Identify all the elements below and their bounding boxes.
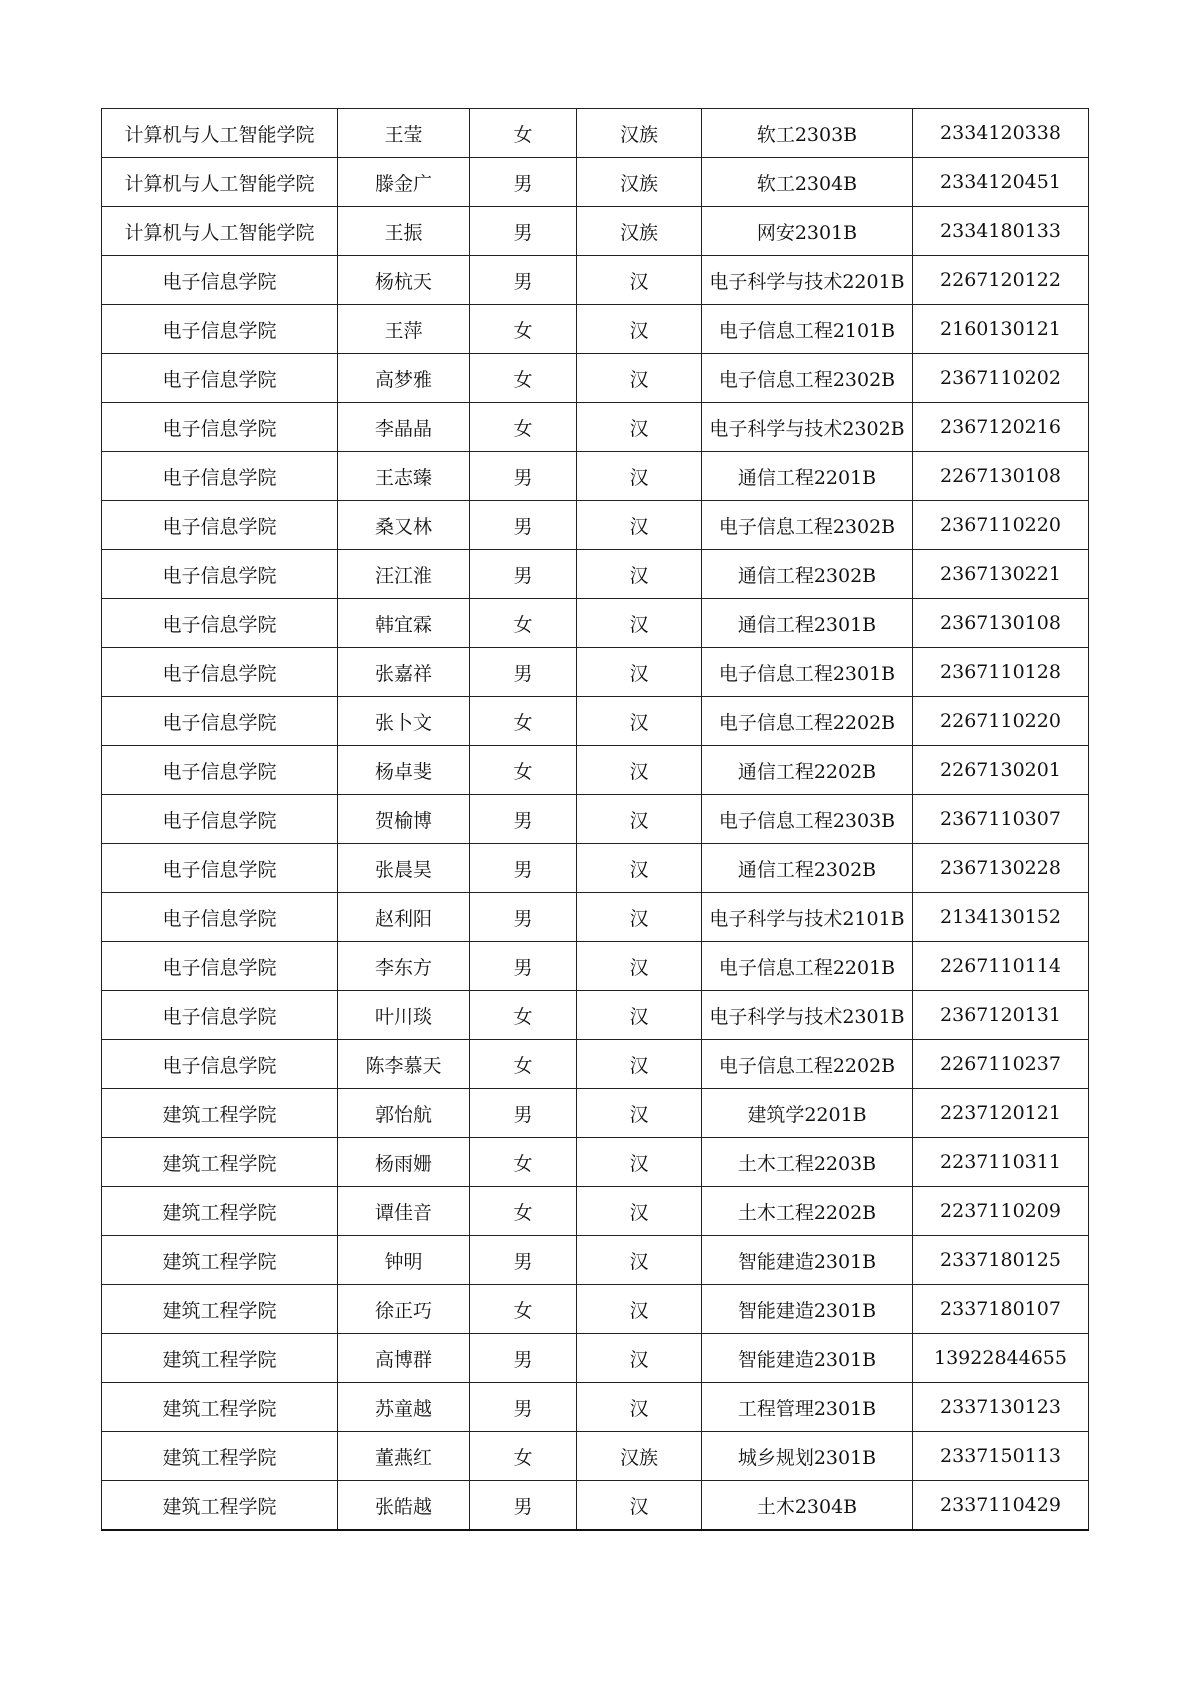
name-cell: 徐正巧 bbox=[338, 1285, 470, 1334]
ethnicity-cell: 汉 bbox=[577, 1187, 702, 1236]
table-row bbox=[102, 1187, 1089, 1236]
student-id-cell: 2334120338 bbox=[913, 109, 1089, 158]
gender-cell: 男 bbox=[470, 256, 577, 305]
college-cell: 电子信息学院 bbox=[102, 501, 338, 550]
college-cell: 电子信息学院 bbox=[102, 354, 338, 403]
student-id-cell: 2160130121 bbox=[913, 305, 1089, 354]
class-cell: 电子信息工程2302B bbox=[702, 501, 913, 550]
student-id-cell: 13922844655 bbox=[913, 1334, 1089, 1383]
ethnicity-cell: 汉 bbox=[577, 1383, 702, 1432]
student-id-cell: 2367130221 bbox=[913, 550, 1089, 599]
student-id-cell: 2134130152 bbox=[913, 893, 1089, 942]
table-row bbox=[102, 1236, 1089, 1285]
ethnicity-cell: 汉 bbox=[577, 452, 702, 501]
college-cell: 计算机与人工智能学院 bbox=[102, 109, 338, 158]
college-cell: 电子信息学院 bbox=[102, 305, 338, 354]
name-cell: 韩宜霖 bbox=[338, 599, 470, 648]
class-cell: 电子信息工程2301B bbox=[702, 648, 913, 697]
ethnicity-cell: 汉 bbox=[577, 697, 702, 746]
class-cell: 智能建造2301B bbox=[702, 1334, 913, 1383]
class-cell: 通信工程2301B bbox=[702, 599, 913, 648]
student-id-cell: 2267110237 bbox=[913, 1040, 1089, 1089]
gender-cell: 男 bbox=[470, 1481, 577, 1531]
ethnicity-cell: 汉 bbox=[577, 256, 702, 305]
name-cell: 贺榆博 bbox=[338, 795, 470, 844]
name-cell: 张卜文 bbox=[338, 697, 470, 746]
class-cell: 智能建造2301B bbox=[702, 1285, 913, 1334]
class-cell: 电子信息工程2202B bbox=[702, 1040, 913, 1089]
student-id-cell: 2367110202 bbox=[913, 354, 1089, 403]
college-cell: 建筑工程学院 bbox=[102, 1138, 338, 1187]
student-id-cell: 2367130228 bbox=[913, 844, 1089, 893]
class-cell: 土木工程2203B bbox=[702, 1138, 913, 1187]
name-cell: 钟明 bbox=[338, 1236, 470, 1285]
student-id-cell: 2367110307 bbox=[913, 795, 1089, 844]
gender-cell: 女 bbox=[470, 1138, 577, 1187]
ethnicity-cell: 汉族 bbox=[577, 207, 702, 256]
table-row bbox=[102, 942, 1089, 991]
student-id-cell: 2237120121 bbox=[913, 1089, 1089, 1138]
name-cell: 桑又林 bbox=[338, 501, 470, 550]
class-cell: 电子科学与技术2302B bbox=[702, 403, 913, 452]
college-cell: 建筑工程学院 bbox=[102, 1089, 338, 1138]
ethnicity-cell: 汉 bbox=[577, 599, 702, 648]
college-cell: 电子信息学院 bbox=[102, 550, 338, 599]
college-cell: 建筑工程学院 bbox=[102, 1383, 338, 1432]
gender-cell: 女 bbox=[470, 354, 577, 403]
name-cell: 杨杭天 bbox=[338, 256, 470, 305]
college-cell: 电子信息学院 bbox=[102, 844, 338, 893]
ethnicity-cell: 汉 bbox=[577, 1138, 702, 1187]
name-cell: 苏童越 bbox=[338, 1383, 470, 1432]
college-cell: 建筑工程学院 bbox=[102, 1432, 338, 1481]
class-cell: 软工2303B bbox=[702, 109, 913, 158]
student-id-cell: 2367120131 bbox=[913, 991, 1089, 1040]
gender-cell: 女 bbox=[470, 697, 577, 746]
ethnicity-cell: 汉 bbox=[577, 1481, 702, 1531]
college-cell: 电子信息学院 bbox=[102, 893, 338, 942]
class-cell: 通信工程2201B bbox=[702, 452, 913, 501]
gender-cell: 男 bbox=[470, 550, 577, 599]
class-cell: 智能建造2301B bbox=[702, 1236, 913, 1285]
table-row bbox=[102, 893, 1089, 942]
gender-cell: 女 bbox=[470, 991, 577, 1040]
table-row bbox=[102, 599, 1089, 648]
class-cell: 土木工程2202B bbox=[702, 1187, 913, 1236]
class-cell: 电子科学与技术2201B bbox=[702, 256, 913, 305]
college-cell: 建筑工程学院 bbox=[102, 1334, 338, 1383]
table-row bbox=[102, 1089, 1089, 1138]
gender-cell: 男 bbox=[470, 158, 577, 207]
class-cell: 电子科学与技术2301B bbox=[702, 991, 913, 1040]
gender-cell: 男 bbox=[470, 1089, 577, 1138]
college-cell: 建筑工程学院 bbox=[102, 1236, 338, 1285]
gender-cell: 女 bbox=[470, 403, 577, 452]
student-id-cell: 2267120122 bbox=[913, 256, 1089, 305]
gender-cell: 女 bbox=[470, 305, 577, 354]
ethnicity-cell: 汉 bbox=[577, 844, 702, 893]
table-row bbox=[102, 697, 1089, 746]
college-cell: 电子信息学院 bbox=[102, 942, 338, 991]
class-cell: 软工2304B bbox=[702, 158, 913, 207]
student-id-cell: 2267130201 bbox=[913, 746, 1089, 795]
college-cell: 电子信息学院 bbox=[102, 1040, 338, 1089]
gender-cell: 男 bbox=[470, 795, 577, 844]
class-cell: 通信工程2302B bbox=[702, 844, 913, 893]
ethnicity-cell: 汉 bbox=[577, 1285, 702, 1334]
student-roster-table bbox=[101, 108, 1089, 1531]
college-cell: 建筑工程学院 bbox=[102, 1285, 338, 1334]
ethnicity-cell: 汉族 bbox=[577, 109, 702, 158]
name-cell: 陈李慕天 bbox=[338, 1040, 470, 1089]
college-cell: 电子信息学院 bbox=[102, 648, 338, 697]
table-row bbox=[102, 1383, 1089, 1432]
student-id-cell: 2237110209 bbox=[913, 1187, 1089, 1236]
student-id-cell: 2337180125 bbox=[913, 1236, 1089, 1285]
ethnicity-cell: 汉 bbox=[577, 305, 702, 354]
gender-cell: 男 bbox=[470, 207, 577, 256]
name-cell: 高梦雅 bbox=[338, 354, 470, 403]
name-cell: 王萍 bbox=[338, 305, 470, 354]
class-cell: 网安2301B bbox=[702, 207, 913, 256]
gender-cell: 男 bbox=[470, 1236, 577, 1285]
gender-cell: 男 bbox=[470, 844, 577, 893]
class-cell: 城乡规划2301B bbox=[702, 1432, 913, 1481]
ethnicity-cell: 汉 bbox=[577, 1040, 702, 1089]
name-cell: 张嘉祥 bbox=[338, 648, 470, 697]
table-row bbox=[102, 1285, 1089, 1334]
student-id-cell: 2337110429 bbox=[913, 1481, 1089, 1531]
class-cell: 电子信息工程2101B bbox=[702, 305, 913, 354]
name-cell: 李晶晶 bbox=[338, 403, 470, 452]
college-cell: 电子信息学院 bbox=[102, 403, 338, 452]
class-cell: 土木2304B bbox=[702, 1481, 913, 1531]
ethnicity-cell: 汉 bbox=[577, 1334, 702, 1383]
table-row bbox=[102, 550, 1089, 599]
college-cell: 电子信息学院 bbox=[102, 256, 338, 305]
student-id-cell: 2367110220 bbox=[913, 501, 1089, 550]
college-cell: 电子信息学院 bbox=[102, 795, 338, 844]
name-cell: 王振 bbox=[338, 207, 470, 256]
name-cell: 汪江淮 bbox=[338, 550, 470, 599]
gender-cell: 男 bbox=[470, 648, 577, 697]
gender-cell: 女 bbox=[470, 1040, 577, 1089]
college-cell: 建筑工程学院 bbox=[102, 1481, 338, 1531]
table-row bbox=[102, 1138, 1089, 1187]
ethnicity-cell: 汉 bbox=[577, 354, 702, 403]
ethnicity-cell: 汉 bbox=[577, 893, 702, 942]
table-row bbox=[102, 109, 1089, 158]
table-row bbox=[102, 795, 1089, 844]
student-id-cell: 2367130108 bbox=[913, 599, 1089, 648]
class-cell: 通信工程2302B bbox=[702, 550, 913, 599]
college-cell: 电子信息学院 bbox=[102, 599, 338, 648]
student-id-cell: 2334180133 bbox=[913, 207, 1089, 256]
name-cell: 王莹 bbox=[338, 109, 470, 158]
gender-cell: 女 bbox=[470, 1285, 577, 1334]
ethnicity-cell: 汉族 bbox=[577, 158, 702, 207]
ethnicity-cell: 汉 bbox=[577, 550, 702, 599]
gender-cell: 男 bbox=[470, 893, 577, 942]
table-row bbox=[102, 1334, 1089, 1383]
gender-cell: 女 bbox=[470, 109, 577, 158]
student-id-cell: 2367110128 bbox=[913, 648, 1089, 697]
table-row bbox=[102, 452, 1089, 501]
student-id-cell: 2267110114 bbox=[913, 942, 1089, 991]
name-cell: 叶川琰 bbox=[338, 991, 470, 1040]
student-id-cell: 2337180107 bbox=[913, 1285, 1089, 1334]
gender-cell: 女 bbox=[470, 746, 577, 795]
college-cell: 计算机与人工智能学院 bbox=[102, 158, 338, 207]
ethnicity-cell: 汉 bbox=[577, 403, 702, 452]
class-cell: 电子信息工程2302B bbox=[702, 354, 913, 403]
ethnicity-cell: 汉 bbox=[577, 746, 702, 795]
name-cell: 李东方 bbox=[338, 942, 470, 991]
name-cell: 董燕红 bbox=[338, 1432, 470, 1481]
name-cell: 王志臻 bbox=[338, 452, 470, 501]
table-row bbox=[102, 158, 1089, 207]
gender-cell: 男 bbox=[470, 1383, 577, 1432]
college-cell: 计算机与人工智能学院 bbox=[102, 207, 338, 256]
college-cell: 建筑工程学院 bbox=[102, 1187, 338, 1236]
name-cell: 杨雨姗 bbox=[338, 1138, 470, 1187]
table-row bbox=[102, 305, 1089, 354]
class-cell: 通信工程2202B bbox=[702, 746, 913, 795]
class-cell: 电子科学与技术2101B bbox=[702, 893, 913, 942]
class-cell: 电子信息工程2303B bbox=[702, 795, 913, 844]
name-cell: 张皓越 bbox=[338, 1481, 470, 1531]
gender-cell: 女 bbox=[470, 599, 577, 648]
name-cell: 谭佳音 bbox=[338, 1187, 470, 1236]
name-cell: 滕金广 bbox=[338, 158, 470, 207]
table-row bbox=[102, 403, 1089, 452]
student-id-cell: 2337150113 bbox=[913, 1432, 1089, 1481]
table-row bbox=[102, 1481, 1089, 1531]
table-row bbox=[102, 991, 1089, 1040]
gender-cell: 女 bbox=[470, 1187, 577, 1236]
ethnicity-cell: 汉 bbox=[577, 1089, 702, 1138]
student-id-cell: 2367120216 bbox=[913, 403, 1089, 452]
name-cell: 高博群 bbox=[338, 1334, 470, 1383]
table-row bbox=[102, 648, 1089, 697]
class-cell: 电子信息工程2201B bbox=[702, 942, 913, 991]
ethnicity-cell: 汉 bbox=[577, 1236, 702, 1285]
college-cell: 电子信息学院 bbox=[102, 452, 338, 501]
name-cell: 郭怡航 bbox=[338, 1089, 470, 1138]
class-cell: 工程管理2301B bbox=[702, 1383, 913, 1432]
ethnicity-cell: 汉 bbox=[577, 795, 702, 844]
class-cell: 电子信息工程2202B bbox=[702, 697, 913, 746]
gender-cell: 男 bbox=[470, 942, 577, 991]
class-cell: 建筑学2201B bbox=[702, 1089, 913, 1138]
student-id-cell: 2337130123 bbox=[913, 1383, 1089, 1432]
ethnicity-cell: 汉族 bbox=[577, 1432, 702, 1481]
student-id-cell: 2237110311 bbox=[913, 1138, 1089, 1187]
name-cell: 杨卓斐 bbox=[338, 746, 470, 795]
ethnicity-cell: 汉 bbox=[577, 942, 702, 991]
gender-cell: 女 bbox=[470, 1432, 577, 1481]
table-row bbox=[102, 354, 1089, 403]
gender-cell: 男 bbox=[470, 1334, 577, 1383]
table-row bbox=[102, 207, 1089, 256]
student-id-cell: 2334120451 bbox=[913, 158, 1089, 207]
table-row bbox=[102, 256, 1089, 305]
student-id-cell: 2267110220 bbox=[913, 697, 1089, 746]
name-cell: 赵利阳 bbox=[338, 893, 470, 942]
name-cell: 张晨昊 bbox=[338, 844, 470, 893]
ethnicity-cell: 汉 bbox=[577, 501, 702, 550]
gender-cell: 男 bbox=[470, 452, 577, 501]
college-cell: 电子信息学院 bbox=[102, 991, 338, 1040]
table-row bbox=[102, 1040, 1089, 1089]
ethnicity-cell: 汉 bbox=[577, 991, 702, 1040]
table-row bbox=[102, 746, 1089, 795]
roster-body bbox=[102, 109, 1089, 1531]
gender-cell: 男 bbox=[470, 501, 577, 550]
table-row bbox=[102, 1432, 1089, 1481]
table-row bbox=[102, 844, 1089, 893]
ethnicity-cell: 汉 bbox=[577, 648, 702, 697]
table-row bbox=[102, 501, 1089, 550]
student-id-cell: 2267130108 bbox=[913, 452, 1089, 501]
college-cell: 电子信息学院 bbox=[102, 746, 338, 795]
college-cell: 电子信息学院 bbox=[102, 697, 338, 746]
